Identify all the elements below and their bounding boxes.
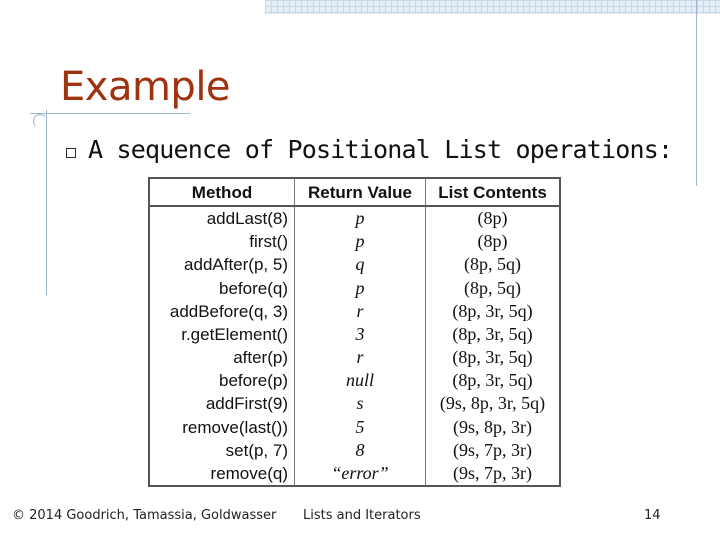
method-cell: addAfter(p, 5)	[149, 253, 295, 276]
footer-copyright: © 2014 Goodrich, Tamassia, Goldwasser	[12, 508, 277, 523]
table-header-row	[149, 178, 560, 206]
table-row	[149, 415, 560, 438]
method-cell: after(p)	[149, 346, 295, 369]
table-row	[149, 439, 560, 462]
method-cell: addBefore(q, 3)	[149, 300, 295, 323]
method-cell: addLast(8)	[149, 206, 295, 230]
return-value-cell: 8	[295, 439, 426, 462]
page-number: 14	[644, 508, 661, 523]
table-row	[149, 206, 560, 230]
list-contents-cell: (8p)	[426, 206, 561, 230]
table-row	[149, 253, 560, 276]
list-contents-cell: (9s, 7p, 3r)	[426, 462, 561, 486]
list-contents-cell: (8p)	[426, 230, 561, 253]
square-bullet-icon	[66, 148, 76, 158]
list-contents-cell: (8p, 3r, 5q)	[426, 323, 561, 346]
table-row	[149, 462, 560, 486]
list-contents-cell: (9s, 8p, 3r, 5q)	[426, 392, 561, 415]
return-value-cell: p	[295, 276, 426, 299]
table-row	[149, 300, 560, 323]
list-contents-cell: (8p, 3r, 5q)	[426, 300, 561, 323]
table-row	[149, 346, 560, 369]
table-row	[149, 392, 560, 415]
table-row	[149, 369, 560, 392]
return-value-cell: null	[295, 369, 426, 392]
method-cell: before(p)	[149, 369, 295, 392]
return-value-cell: r	[295, 300, 426, 323]
return-value-cell: “error”	[295, 462, 426, 486]
table-row	[149, 323, 560, 346]
list-contents-cell: (8p, 3r, 5q)	[426, 346, 561, 369]
return-value-cell: 5	[295, 415, 426, 438]
method-cell: remove(q)	[149, 462, 295, 486]
list-contents-cell: (9s, 7p, 3r)	[426, 439, 561, 462]
bullet-text: A sequence of Positional List operations:	[88, 135, 673, 164]
method-cell: remove(last())	[149, 415, 295, 438]
title-underline	[30, 113, 190, 114]
list-contents-cell: (8p, 3r, 5q)	[426, 369, 561, 392]
return-value-cell: p	[295, 206, 426, 230]
method-cell: r.getElement()	[149, 323, 295, 346]
list-contents-cell: (8p, 5q)	[426, 253, 561, 276]
method-cell: addFirst(9)	[149, 392, 295, 415]
column-header-method: Method	[149, 178, 295, 206]
decorative-line-right	[696, 0, 697, 186]
return-value-cell: 3	[295, 323, 426, 346]
corner-curl-decoration	[33, 114, 47, 128]
method-cell: before(q)	[149, 276, 295, 299]
return-value-cell: q	[295, 253, 426, 276]
method-cell: set(p, 7)	[149, 439, 295, 462]
table-row	[149, 230, 560, 253]
list-contents-cell: (8p, 5q)	[426, 276, 561, 299]
column-header-return-value: Return Value	[295, 178, 426, 206]
footer-title: Lists and Iterators	[303, 508, 421, 523]
return-value-cell: p	[295, 230, 426, 253]
list-contents-cell: (9s, 8p, 3r)	[426, 415, 561, 438]
decorative-line-left	[46, 110, 47, 295]
column-header-list-contents: List Contents	[426, 178, 561, 206]
return-value-cell: s	[295, 392, 426, 415]
operations-table	[148, 177, 561, 487]
table-row	[149, 276, 560, 299]
decorative-grid-band	[265, 0, 720, 14]
return-value-cell: r	[295, 346, 426, 369]
method-cell: first()	[149, 230, 295, 253]
slide-title: Example	[60, 64, 231, 110]
